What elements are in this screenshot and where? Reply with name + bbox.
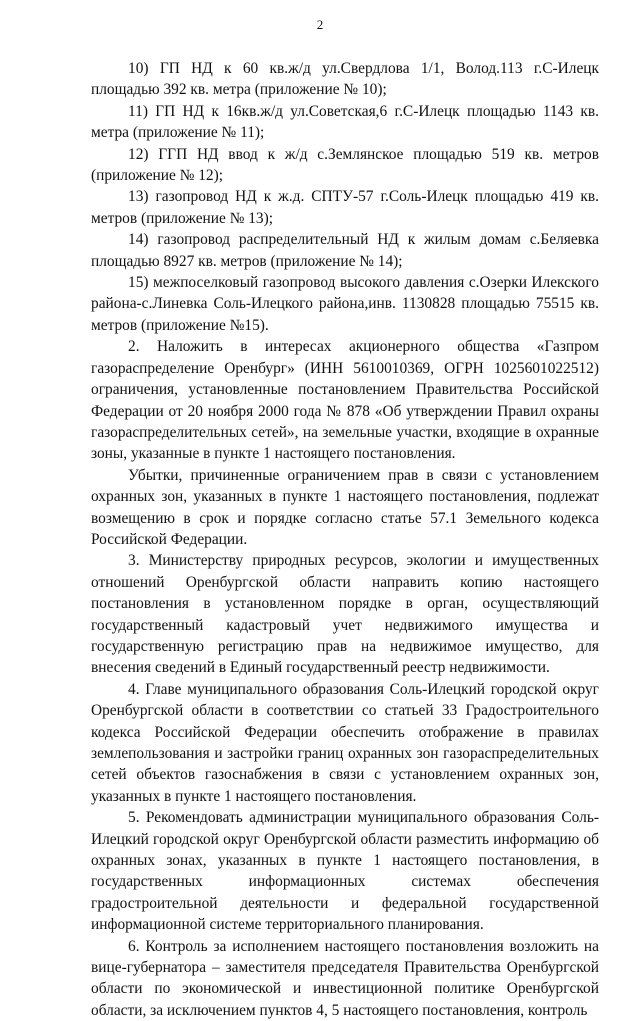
list-item-11: 11) ГП НД к 16кв.ж/д ул.Советская,6 г.С-Илецк площадью 1143 кв. метра (приложение № 11); xyxy=(91,102,599,142)
clause-4: 4. Главе муниципального образования Соль-Илецкий городской округ Оренбургской области в соответствии со статьей 33 Градостроительного кодекса Российской Федерации обеспечить отображение в правилах землепользования и застройки границ охранных зон газораспределительных сетей объектов газоснабжения в связи с установлением охранных зон, указанных в пункте 1 настоящего постановления. xyxy=(91,680,599,805)
list-item-12: 12) ГГП НД ввод к ж/д с.Землянское площадью 519 кв. метров (приложение № 12); xyxy=(91,145,599,185)
list-item-14: 14) газопровод распределительный НД к жилым домам с.Беляевка площадью 8927 кв. метров (приложение № 14); xyxy=(91,231,599,270)
clause-2-losses: Убытки, причиненные ограничением прав в связи с установлением охранных зон, указанных в пункте 1 настоящего постановления, подлежат возмещению в срок и порядке согласно статье 57.1 Земельного кодекса Российской Федерации. xyxy=(91,466,599,548)
clause-5: 5. Рекомендовать администрации муниципального образования Соль-Илецкий городской округ Оренбургской области разместить информацию об охранных зонах, указанных в пункте 1 настоящего постановления, в государственных информационных системах обеспечения градостроительной деятельности и федеральной государственной информационной системе территориального планирования. xyxy=(91,809,599,934)
list-item-13: 13) газопровод НД к ж.д. СПТУ-57 г.Соль-Илецк площадью 419 кв. метров (приложение № 13); xyxy=(91,188,599,227)
clause-2: 2. Наложить в интересах акционерного общества «Газпром газораспределение Оренбург» (ИНН 5610010369, ОГРН 1025601022512) ограничения, установленные постановлением Правительства Российской Федерации от 20 ноября 2000 года № 878 «Об утверждении Правил охраны газораспределительных сетей», на земельные участки, входящие в охранные зоны, указанные в пункте 1 настоящего постановления. xyxy=(91,338,599,463)
clause-3: 3. Министерству природных ресурсов, экологии и имущественных отношений Оренбургской области направить копию настоящего постановления в установленном порядке в орган, осуществляющий государственный кадастровый учет недвижимого имущества и государственную регистрацию прав на недвижимое имущество, для внесения сведений в Единый государственный реестр недвижимости. xyxy=(91,552,599,677)
clause-6: 6. Контроль за исполнением настоящего постановления возложить на вице-губернатора – заместителя председателя Правительства Оренбургской области по экономической и инвестиционной политике Оренбургской области, за исключением пунктов 4, 5 настоящего постановления, контроль xyxy=(91,937,599,1019)
page-number: 2 xyxy=(316,17,324,32)
list-item-10: 10) ГП НД к 60 кв.ж/д ул.Свердлова 1/1, Волод.113 г.С-Илецк площадью 392 кв. метра (приложение № 10); xyxy=(91,60,599,99)
document-body xyxy=(91,58,599,1021)
list-item-15: 15) межпоселковый газопровод высокого давления с.Озерки Илекского района-с.Линевка Соль-Илецкого района,инв. 1130828 площадью 75515 кв. метров (приложение №15). xyxy=(91,274,599,334)
